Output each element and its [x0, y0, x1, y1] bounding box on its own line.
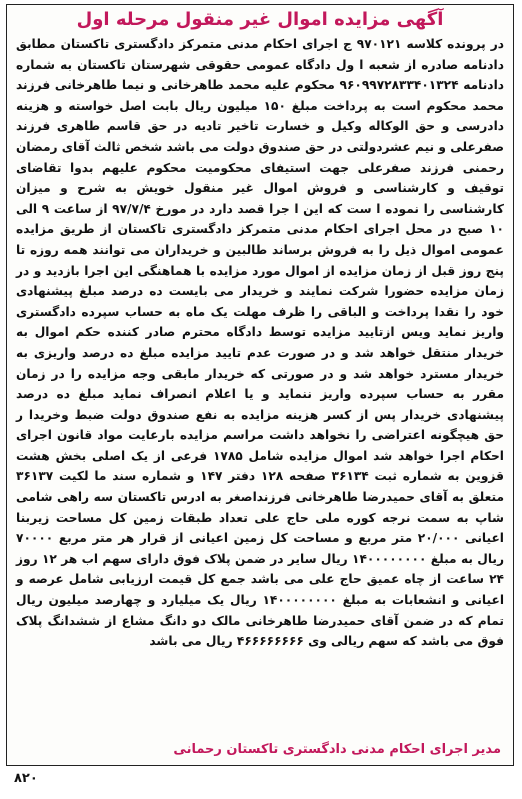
- notice-signature: مدیر اجرای احکام مدنی دادگستری تاکستان رحمانی: [173, 742, 501, 757]
- notice-title: آگهی مزایده اموال غیر منقول مرحله اول: [76, 9, 444, 30]
- notice-box: [6, 4, 514, 766]
- notice-body: در پرونده کلاسه ۹۷۰۱۲۱ ج اجرای احکام مدنی متمرکز دادگستری تاکستان مطابق دادنامه صادره از شعبه ا ول دادگاه عمومی حقوقی شهرستان تاکستان به شماره دادنامه ۹۶۰۹۹۷۲۸۳۳۴۰۱۳۲۴ محکوم علیه محمد طاهرخانی و نیما طاهرخانی فرزند محمد محکوم است به پرداخت مبلغ ۱۵۰ میلیون ریال بابت اصل خواسته و هزینه دادرسی و حق الوکاله وکیل و خسارت تاخیر تادیه در حق قاسم طاهری فرزند صفرعلی و نیم عشردولتی در حق صندوق دولت می باشد شخص ثالث آقای رمضان رحمنی فرزند صفرعلی جهت استیفای محکومیت محکوم علیهم بدوا تقاضای توقیف و کارشناسی و فروش اموال غیر منقول خویش به شرح و میزان کارشناسی را نموده ا ست که این ا جرا قصد دارد در مورخ ۹۷/۷/۴ از ساعت ۹ الی ۱۰ صبح در محل اجرای احکام مدنی متمرکز دادگستری تاکستان از طریق مزایده عمومی اموال ذیل را به فروش برساند طالبین و خریداران می توانند همه روزه تا پنج روز قبل از زمان مزایده از اموال مورد مزایده با هماهنگی این اجرا بازدید و در زمان مزایده حضورا شرکت نمایند و خریدار می بایست ده درصد مبلغ پیشنهادی خود را نقدا پرداخت و الباقی را ظرف مهلت یک ماه به حساب سپرده دادگستری واریز نماید ویس ازتایید مزایده توسط دادگاه محترم صادر کننده حکم اموال به خریدار منتقل خواهد شد و در صورت عدم تایید مزایده مبلغ ده درصد واریزی به خریدار مسترد خواهد شد و در صورتی که خریدار مابقی وجه مزایده را در زمان مقرر به حساب سپرده واریز ننماید و یا اعلام انصراف نماید مبلغ ده درصد پیشنهادی خریدار پس از کسر هزینه مزایده به نفع صندوق دولت ضبط وخریدا ر حق هیچگونه اعتراضی را نخواهد داشت مراسم مزایده بارعایت مواد قانون اجرای احکام اجرا خواهد شد اموال مزایده شامل ۱۷۸۵ فرعی از یک اصلی بخش هشت قزوین به شماره ثبت ۳۶۱۳۴ صفحه ۱۲۸ دفتر ۱۴۷ و شماره سند ما لکیت ۳۶۱۳۷ متعلق به آقای حمیدرضا طاهرخانی فرزنداصغر به ادرس تاکستان سه راهی شامی شاپ به سمت نرجه کوره ملی حاج علی تعداد طبقات زمین کل مساحت زیربنا اعیانی ۲۰/۰۰۰ متر مربع و مساحت کل زمین اعیانی از قرار هر متر مربع ۷۰۰۰۰ ریال به مبلغ ۱۴۰۰۰۰۰۰۰۰ ریال سایر در ضمن پلاک فوق دارای سهم اب هر ۱۲ روز ۲۴ ساعت از چاه عمیق حاج علی می باشد جمع کل قیمت ارزیابی شامل عرصه و اعیانی و انشعابات به مبلغ ۱۴۰۰۰۰۰۰۰۰ ریال یک میلیارد و چهارصد میلیون ریال تمام که در ضمن آقای حمیدرضا طاهرخانی مالک دو دانگ مشاع از ششدانگ پلاک فوق می باشد که سهم ریالی وی ۴۶۶۶۶۶۶۶۶ ریال می باشد: [16, 37, 505, 649]
- page-number: ۸۲۰: [14, 771, 38, 786]
